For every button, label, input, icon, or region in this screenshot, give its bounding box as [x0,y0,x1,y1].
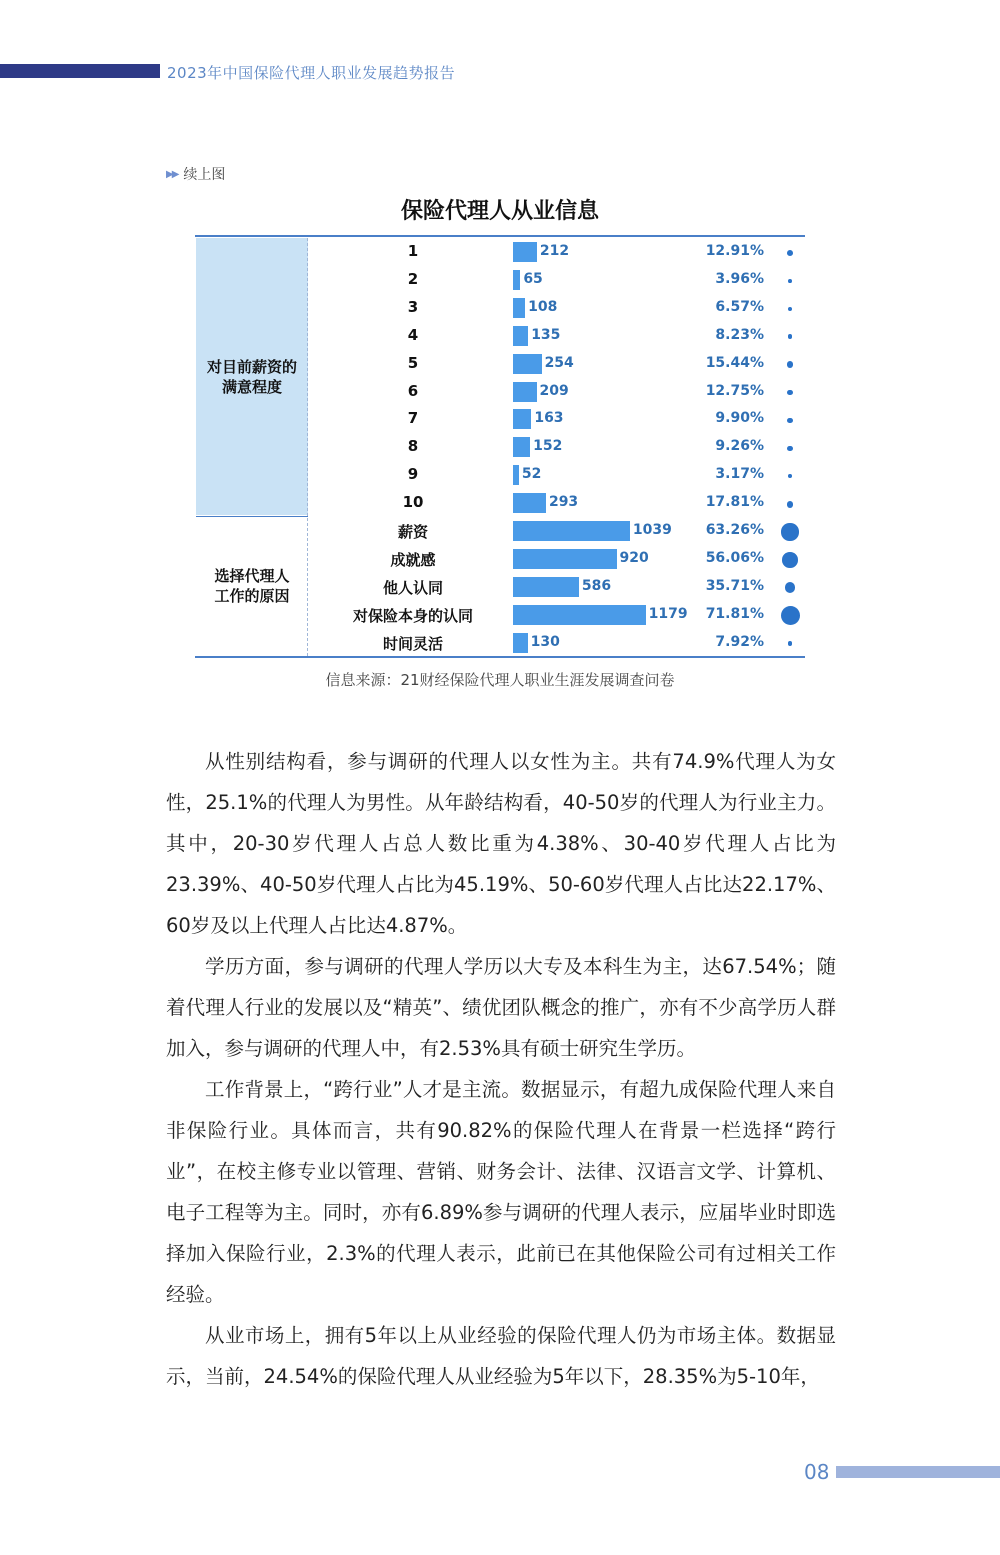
row-label: 6 [407,381,419,400]
row-label: 他人认同 [382,578,443,597]
bar-value-label: 52 [521,466,542,483]
bar [513,354,542,374]
row-label: 成就感 [390,550,436,569]
double-arrow-icon: ▶▶ [166,168,178,180]
dashed-divider [307,238,308,656]
report-title: 2023年中国保险代理人职业发展趋势报告 [167,64,456,82]
group-label-line: 对目前薪资的 [206,357,297,376]
chart-source: 信息来源：21财经保险代理人职业生涯发展调查问卷 [325,671,675,689]
percent-label: 15.44% [705,354,764,371]
bar-value-label: 108 [528,298,558,315]
percent-label: 12.75% [705,382,764,399]
bar [513,577,579,597]
continued-label [166,164,225,184]
percent-label: 3.17% [715,466,764,483]
bar-value-label: 920 [619,549,649,566]
percent-label: 8.23% [715,326,764,343]
group-label-line: 工作的原因 [214,587,290,605]
percent-label: 17.81% [705,494,764,511]
group-label-salary [196,238,308,515]
bar [513,521,630,541]
percent-label: 63.26% [705,522,764,538]
percent-dot [785,582,796,593]
row-label: 7 [407,409,419,428]
row-label: 9 [407,465,419,484]
footer-bar [836,1466,1000,1478]
bar-value-label: 254 [544,354,574,371]
percent-dot [787,418,792,423]
bar-value-label: 1179 [648,605,688,622]
percent-dot [787,501,794,508]
percent-dot [787,361,793,367]
row-label: 时间灵活 [382,634,443,653]
chart-bottom-border [195,656,805,658]
header-bar [0,64,160,78]
bar [513,242,537,262]
bar [513,493,546,513]
percent-dot [788,474,792,478]
percent-label: 35.71% [705,577,764,594]
group-label-line: 选择代理人 [214,567,290,585]
bar-value-label: 212 [539,243,570,259]
bar [513,409,531,429]
bar-value-label: 293 [548,494,579,511]
percent-label: 6.57% [715,298,764,315]
percent-dot [788,334,793,339]
bar [513,605,646,625]
bar-value-label: 209 [539,382,569,399]
row-label: 对保险本身的认同 [352,606,473,625]
percent-label: 3.96% [715,270,764,287]
row-label: 8 [407,437,419,456]
row-label: 1 [407,242,419,260]
percent-dot [788,279,792,283]
percent-dot [787,446,792,451]
percent-dot [787,390,793,396]
percent-dot [787,250,793,256]
row-label: 4 [407,325,419,344]
chart-title: 保险代理人从业信息 [400,199,599,224]
paragraph-experience: 从业市场上，拥有5年以上从业经验的保险代理人仍为市场主体。数据显示，当前，24.54%的保险代理人从业经验为5年以下，28.35%为5-10年， [166,1324,836,1388]
group-label-line: 满意程度 [221,377,282,396]
bar-value-label: 65 [523,270,543,287]
bar [513,270,520,290]
row-label: 3 [407,297,419,316]
bar [513,549,617,569]
bar-value-label: 1039 [632,522,672,538]
row-label: 10 [402,493,424,512]
percent-dot [781,606,800,625]
bar-value-label: 135 [531,326,561,343]
percent-dot [788,307,792,311]
bar [513,465,519,485]
row-label: 5 [407,353,419,372]
bar [513,437,530,457]
paragraph-education: 学历方面，参与调研的代理人学历以大专及本科生为主，达67.54%；随着代理人行业的发展以及“精英”、绩优团队概念的推广，亦有不少高学历人群加入，参与调研的代理人中，有2.53%具有硕士研究生学历。 [166,955,836,1060]
group-label-reason [196,517,308,655]
percent-label: 71.81% [705,605,764,622]
bar [513,326,528,346]
bar-value-label: 130 [530,633,560,650]
percent-dot [781,523,798,540]
percent-label: 12.91% [705,243,764,259]
percent-dot [788,641,793,646]
percent-label: 7.92% [715,633,764,650]
bar [513,382,537,402]
bar-value-label: 152 [533,438,563,455]
percent-dot [782,552,797,567]
row-label: 2 [407,269,419,288]
percent-label: 9.26% [715,438,764,455]
row-label: 薪资 [397,523,428,541]
bar [513,633,528,653]
bar-value-label: 586 [581,577,612,594]
continued-text: 续上图 [183,167,226,183]
chart-top-border [195,235,805,237]
page-number: 08 [804,1460,830,1484]
paragraph-gender-age: 从性别结构看，参与调研的代理人以女性为主。共有74.9%代理人为女性，25.1%的代理人为男性。从年龄结构看，40-50岁的代理人为行业主力。其中，20-30岁代理人占总人数比重为4.38%、30-40岁代理人占比为23.39%、40-50岁代理人占比为45.19%、50-60岁代理人占比达22.17%、60岁及以上代理人占比达4.87%。 [166,750,836,937]
bar [513,298,525,318]
paragraph-background: 工作背景上，“跨行业”人才是主流。数据显示，有超九成保险代理人来自非保险行业。具体而言，共有90.82%的保险代理人在背景一栏选择“跨行业”，在校主修专业以管理、营销、财务会计、法律、汉语言文学、计算机、电子工程等为主。同时，亦有6.89%参与调研的代理人表示，应届毕业时即选择加入保险行业，2.3%的代理人表示，此前已在其他保险公司有过相关工作经验。 [166,1078,836,1306]
percent-label: 56.06% [705,549,764,566]
bar-value-label: 163 [534,410,564,427]
percent-label: 9.90% [715,410,764,427]
